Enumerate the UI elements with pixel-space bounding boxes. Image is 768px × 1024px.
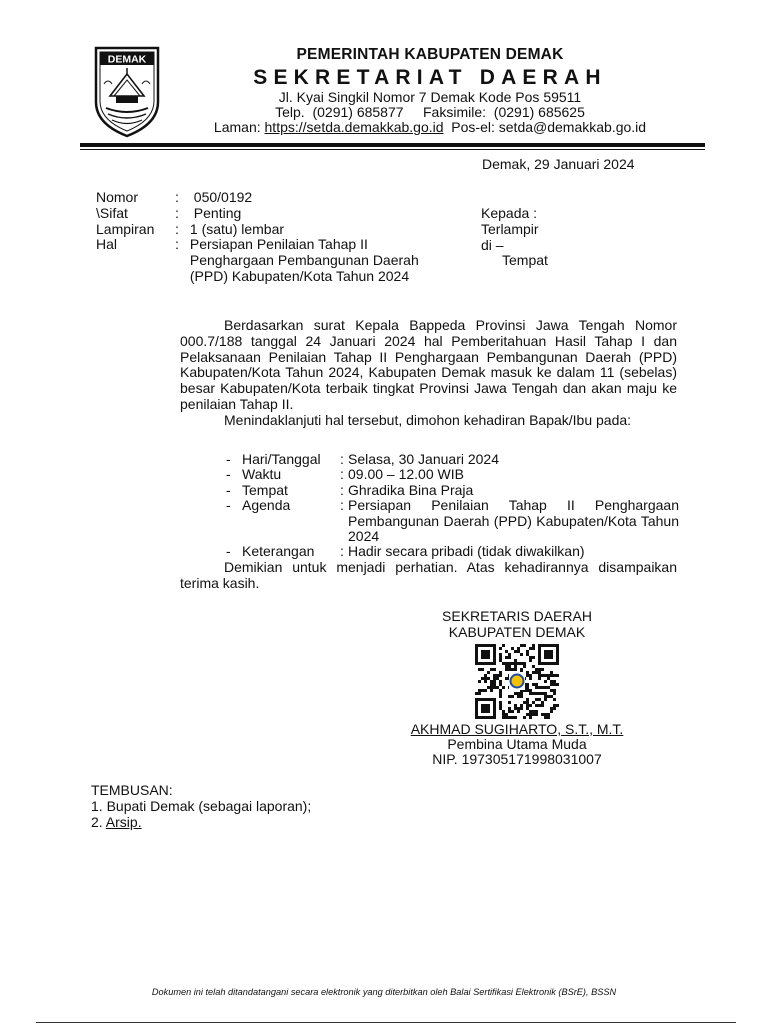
- detail-value: Persiapan Penilaian Tahap II Penghargaan Pembangunan Daerah (PPD) Kabupaten/Kota Tahun 2024: [348, 497, 679, 545]
- event-details: [226, 452, 679, 560]
- signatory-title-1: SEKRETARIS DAERAH: [442, 608, 592, 624]
- meta-row-sifat: [96, 206, 419, 222]
- cc-block: [91, 782, 311, 830]
- government-name: PEMERINTAH KABUPATEN DEMAK: [296, 46, 564, 63]
- detail-key: Waktu: [242, 466, 282, 483]
- bullet-dash: -: [226, 497, 231, 514]
- cc-title: TEMBUSAN:: [91, 782, 173, 798]
- telp-label: Telp.: [275, 104, 305, 120]
- email-value: setda@demakkab.go.id: [498, 119, 647, 135]
- fax-value: (0291) 685625: [493, 104, 585, 120]
- meta-value-text: 1 (satu) lembar: [189, 220, 285, 237]
- subject-line-2: Penghargaan Pembangunan Daerah: [189, 252, 419, 269]
- meta-value: [186, 237, 419, 284]
- detail-colon: :: [340, 451, 344, 467]
- meta-label: \Sifat: [96, 204, 128, 221]
- detail-value: Selasa, 30 Januari 2024: [348, 451, 499, 467]
- cc-item-2: [91, 814, 311, 830]
- contact-phone-fax: [150, 104, 710, 120]
- detail-colon: :: [340, 543, 344, 560]
- signatory-nip: NIP. 197305171998031007: [432, 751, 602, 767]
- recipient-block: [481, 206, 548, 269]
- closing-text: Demikian untuk menjadi perhatian. Atas kehadirannya disampaikan terima kasih.: [180, 559, 677, 591]
- meta-value-text: 050/0192: [193, 189, 253, 205]
- meta-colon: :: [175, 189, 179, 205]
- meta-colon: :: [175, 220, 179, 237]
- cc-item-archive: Arsip.: [105, 814, 142, 830]
- detail-key: Tempat: [242, 481, 288, 498]
- meta-label: Lampiran: [96, 220, 155, 237]
- bullet-dash: -: [226, 466, 231, 483]
- detail-colon: :: [340, 481, 344, 498]
- detail-row: [226, 498, 679, 544]
- detail-row: [226, 467, 679, 482]
- contact-web-email: [150, 119, 710, 135]
- subject-line-1: Persiapan Penilaian Tahap II: [189, 236, 368, 253]
- meta-row-hal: [96, 237, 419, 284]
- signature-qr-code: [475, 644, 559, 720]
- signatory-title-2: KABUPATEN DEMAK: [448, 624, 586, 640]
- bullet-dash: -: [226, 481, 231, 498]
- detail-row: [226, 544, 679, 559]
- detail-row: [226, 452, 679, 467]
- detail-key: Keterangan: [242, 543, 315, 560]
- meta-row-nomor: [96, 190, 419, 206]
- meta-value: [186, 222, 419, 238]
- detail-value: Ghradika Bina Praja: [348, 481, 474, 498]
- footer-rule: [36, 1022, 736, 1023]
- recipient-label: Kepada :: [481, 205, 538, 221]
- detail-value: Hadir secara pribadi (tidak diwakilkan): [348, 543, 585, 560]
- email-label: Pos-el:: [451, 119, 495, 135]
- letter-date: Demak, 29 Januari 2024: [482, 156, 635, 172]
- recipient-name: Terlampir: [481, 220, 539, 237]
- meta-value: [186, 206, 419, 222]
- signatory-name: AKHMAD SUGIHARTO, S.T., M.T.: [410, 721, 624, 737]
- emblem-text: DEMAK: [107, 53, 147, 66]
- detail-key: Agenda: [242, 497, 291, 514]
- signatory-rank: Pembina Utama Muda: [447, 736, 587, 752]
- cc-item-number: 2.: [91, 814, 106, 830]
- meta-colon: :: [175, 204, 179, 221]
- letter-body: [180, 318, 677, 429]
- meta-label: Nomor: [96, 189, 139, 205]
- meta-colon: :: [175, 236, 179, 253]
- detail-value: 09.00 – 12.00 WIB: [348, 466, 464, 483]
- letter-meta: [96, 190, 419, 285]
- letterhead-rule-thick: [80, 143, 705, 147]
- office-name: SEKRETARIAT DAERAH: [253, 66, 607, 89]
- recipient-place: Tempat: [502, 252, 548, 269]
- web-label: Laman:: [213, 119, 261, 135]
- bullet-dash: -: [226, 451, 231, 467]
- telp-value: (0291) 685877: [312, 104, 404, 120]
- letterhead-rule-thin: [80, 149, 705, 150]
- meta-label: Hal: [96, 236, 118, 253]
- website-link[interactable]: https://setda.demakkab.go.id: [264, 119, 444, 135]
- body-paragraph-2: Menindaklanjuti hal tersebut, dimohon kehadiran Bapak/Ibu pada:: [224, 411, 632, 428]
- meta-row-lampiran: [96, 222, 419, 238]
- meta-value-text: Penting: [193, 204, 242, 221]
- subject-line-3: (PPD) Kabupaten/Kota Tahun 2024: [189, 267, 410, 284]
- fax-label: Faksimile:: [423, 104, 487, 120]
- detail-colon: :: [340, 497, 344, 514]
- detail-colon: :: [340, 466, 344, 483]
- e-signature-footer-note: Dokumen ini telah ditandatangani secara elektronik yang diterbitkan oleh Balai Sertifikasi Elektronik (BSrE), BSSN: [151, 987, 617, 997]
- cc-item-1: 1. Bupati Demak (sebagai laporan);: [91, 798, 312, 814]
- body-paragraph-1: Berdasarkan surat Kepala Bappeda Provinsi Jawa Tengah Nomor 000.7/188 tanggal 24 Januari 2024 hal Pemberitahuan Hasil Tahap I dan Pelaksanaan Penilaian Tahap II Penghargaan Pembangunan Daerah (PPD) Kabupaten/Kota Tahun 2024, Kabupaten Demak masuk ke dalam 11 (sebelas) besar Kabupaten/Kota terbaik tingkat Provinsi Jawa Tengah dan akan maju ke penilaian Tahap II.: [180, 317, 677, 412]
- recipient-at: di –: [481, 236, 504, 253]
- bullet-dash: -: [226, 543, 231, 560]
- closing-paragraph: [180, 559, 677, 591]
- meta-value: [186, 190, 419, 206]
- office-address: Jl. Kyai Singkil Nomor 7 Demak Kode Pos 59511: [278, 89, 582, 105]
- detail-key: Hari/Tanggal: [242, 451, 321, 467]
- detail-row: [226, 483, 679, 498]
